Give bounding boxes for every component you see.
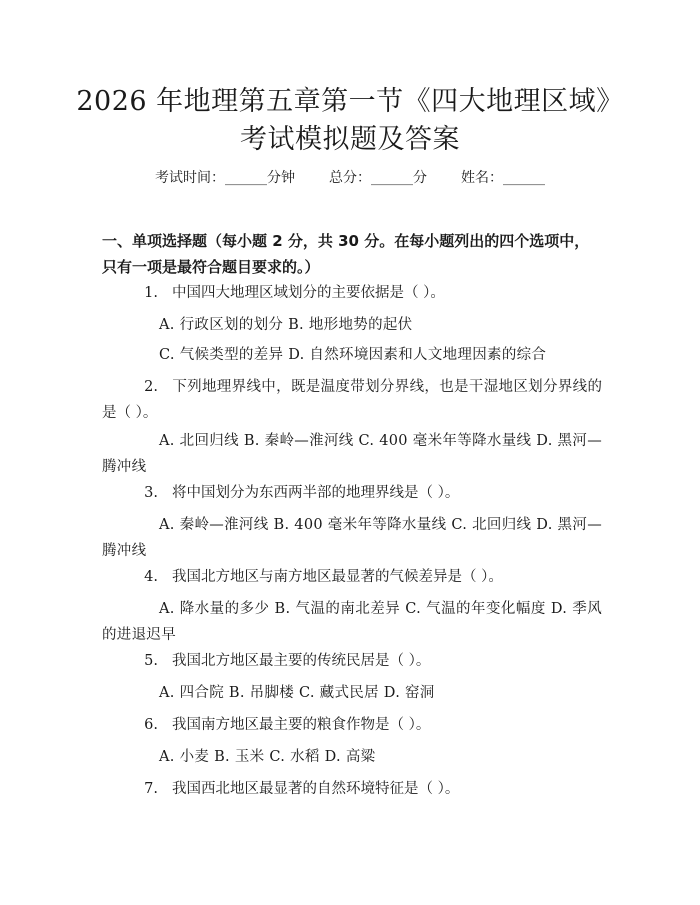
question-6 — [102, 712, 602, 738]
total-score-label: 总分：______分 — [329, 170, 427, 186]
question-number: 7. — [144, 781, 158, 797]
student-name-label: 姓名：______ — [461, 170, 545, 186]
question-text: 中国四大地理区域划分的主要依据是（ ）。 — [172, 285, 445, 301]
question-7 — [102, 776, 602, 802]
question-6-options: A. 小麦 B. 玉米 C. 水稻 D. 高粱 — [159, 749, 376, 765]
page-title-line-1: 2026 年地理第五章第一节《四大地理区域》 — [76, 86, 624, 117]
question-text: 我国南方地区最主要的粮食作物是（ ）。 — [172, 717, 431, 733]
question-number: 6. — [144, 717, 158, 733]
section-heading: 一、单项选择题（每小题 2 分，共 30 分。在每小题列出的四个选项中，只有一项是最符合题目要求的。） — [102, 232, 590, 276]
question-text: 我国西北地区最显著的自然环境特征是（ ）。 — [172, 781, 460, 797]
question-4-options: A. 降水量的多少 B. 气温的南北差异 C. 气温的年变化幅度 D. 季风的进退迟早 — [102, 601, 602, 643]
question-number: 1. — [144, 285, 158, 301]
question-3 — [102, 480, 602, 506]
question-number: 3. — [144, 485, 158, 501]
question-3-options: A. 秦岭—淮河线 B. 400 毫米年等降水量线 C. 北回归线 D. 黑河—腾冲线 — [102, 517, 602, 559]
page-title-line-2: 考试模拟题及答案 — [240, 124, 460, 155]
question-1-options-a: A. 行政区划的划分 B. 地形地势的起伏 — [159, 317, 413, 333]
question-number: 4. — [144, 569, 158, 585]
exam-meta — [0, 168, 700, 188]
question-4 — [102, 564, 602, 590]
question-2-options: A. 北回归线 B. 秦岭—淮河线 C. 400 毫米年等降水量线 D. 黑河—腾冲线 — [102, 433, 602, 475]
question-5-options: A. 四合院 B. 吊脚楼 C. 藏式民居 D. 窑洞 — [159, 685, 435, 701]
question-text: 我国北方地区最主要的传统民居是（ ）。 — [172, 653, 431, 669]
question-1 — [102, 280, 602, 306]
question-text: 将中国划分为东西两半部的地理界线是（ ）。 — [172, 485, 460, 501]
question-number: 2. — [144, 379, 158, 395]
question-5 — [102, 648, 602, 674]
question-text: 下列地理界线中，既是温度带划分界线，也是干湿地区划分界线的是（ ）。 — [102, 379, 602, 421]
question-number: 5. — [144, 653, 158, 669]
question-text: 我国北方地区与南方地区最显著的气候差异是（ ）。 — [172, 569, 503, 585]
exam-time-label: 考试时间：______分钟 — [155, 170, 295, 186]
question-1-options-b: C. 气候类型的差异 D. 自然环境因素和人文地理因素的综合 — [159, 347, 547, 363]
question-2 — [102, 374, 602, 426]
